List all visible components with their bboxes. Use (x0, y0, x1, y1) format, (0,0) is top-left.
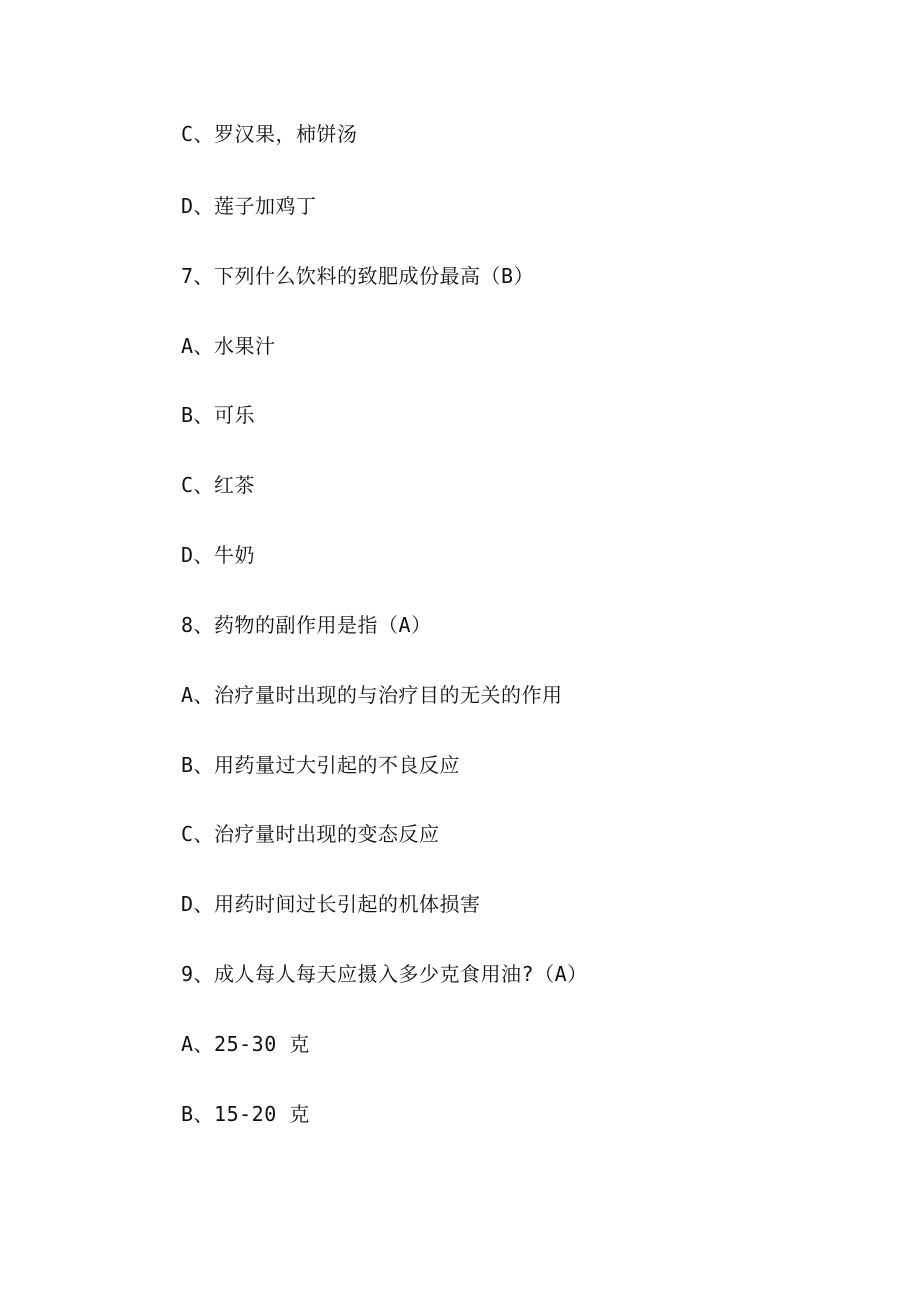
question-8: 8、药物的副作用是指（A） (181, 613, 432, 637)
option-b-q7: B、可乐 (181, 403, 256, 427)
option-a-q8: A、治疗量时出现的与治疗目的无关的作用 (181, 683, 563, 707)
option-c-q6: C、罗汉果，柿饼汤 (181, 122, 358, 146)
option-d-q7: D、牛奶 (181, 543, 256, 567)
option-c-q7: C、红茶 (181, 473, 256, 497)
question-9: 9、成人每人每天应摄入多少克食用油?（A） (181, 962, 588, 986)
option-d-q6: D、莲子加鸡丁 (181, 194, 317, 218)
option-a-q7: A、水果汁 (181, 334, 276, 358)
option-d-q8: D、用药时间过长引起的机体损害 (181, 892, 481, 916)
option-c-q8: C、治疗量时出现的变态反应 (181, 822, 440, 846)
question-7: 7、下列什么饮料的致肥成份最高（B） (181, 264, 535, 288)
option-b-q8: B、用药量过大引起的不良反应 (181, 753, 461, 777)
option-a-q9: A、25-30 克 (181, 1032, 310, 1056)
option-b-q9: B、15-20 克 (181, 1102, 310, 1126)
